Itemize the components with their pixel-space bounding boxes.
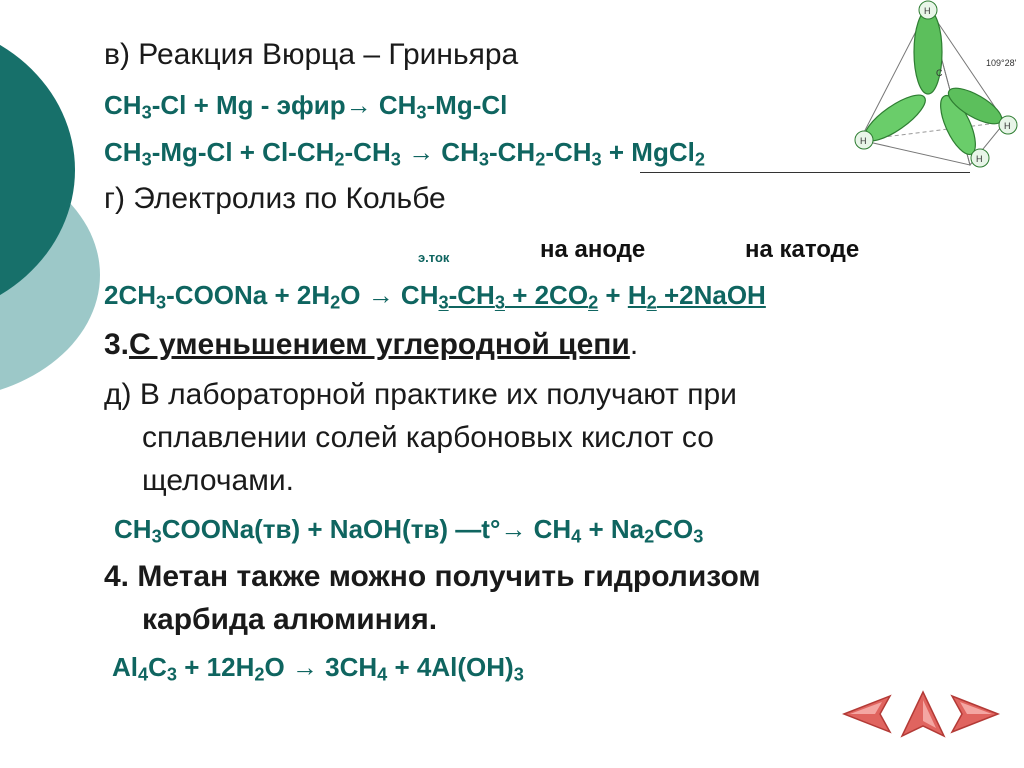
bond-angle-label: 109°28' <box>986 58 1017 68</box>
atom-label-bottom: H <box>976 154 983 164</box>
heading-wurtz-grignard: в) Реакция Вюрца – Гриньяра <box>104 38 519 71</box>
formula-decarboxylation: $CH_3COONa(тв)$ + NaOH(тв) —t°→ $CH_4 + Na_2CO_3$ <box>114 514 704 547</box>
atom-label-center: C <box>936 68 943 78</box>
methane-tetrahedron-image <box>840 0 1024 175</box>
section-4-line-2: карбида алюминия. <box>142 603 438 636</box>
paragraph-d-line-1: д) В лабораторной практике их получают при <box>104 378 737 411</box>
arrow-right-icon[interactable] <box>950 690 1000 738</box>
paragraph-d-line-3: щелочами. <box>142 464 294 497</box>
heading-kolbe-electrolysis: г) Электролиз по Кольбе <box>104 182 446 215</box>
formula-aluminium-carbide-hydrolysis: $Al_4C_3 + 12H_2O \to 3CH_4 + 4Al(OH)_3$ <box>112 652 524 685</box>
formula-kolbe: $2CH_3$-COONa + $2H_2O \to CH_3-CH_3 + 2CO_2 + H_2$ +2NaOH <box>104 280 766 313</box>
label-anode: на аноде <box>540 236 646 263</box>
atom-label-top: H <box>924 6 931 16</box>
label-electric-current: э.ток <box>418 250 450 265</box>
label-cathode: на катоде <box>745 236 860 263</box>
section-4-line-1: 4. Метан также можно получить гидролизом <box>104 560 761 593</box>
formula-underline <box>640 172 970 173</box>
arrow-left-icon[interactable] <box>842 690 892 738</box>
formula-grignard-coupling: $CH_3-Mg-Cl + Cl-CH_2-CH_3 \to CH_3-CH_2-CH_3$ + MgCl$_2$ <box>104 137 705 170</box>
formula-grignard-reagent: $CH_3-Cl + Mg$ - эфир→ $CH_3-Mg-Cl$ <box>104 90 508 123</box>
atom-label-left: H <box>860 136 867 146</box>
section-3-heading: 3.С уменьшением углеродной цепи. <box>104 328 639 361</box>
arrow-up-icon[interactable] <box>898 690 948 738</box>
atom-label-right: H <box>1004 121 1011 131</box>
paragraph-d-line-2: сплавлении солей карбоновых кислот со <box>142 421 714 454</box>
